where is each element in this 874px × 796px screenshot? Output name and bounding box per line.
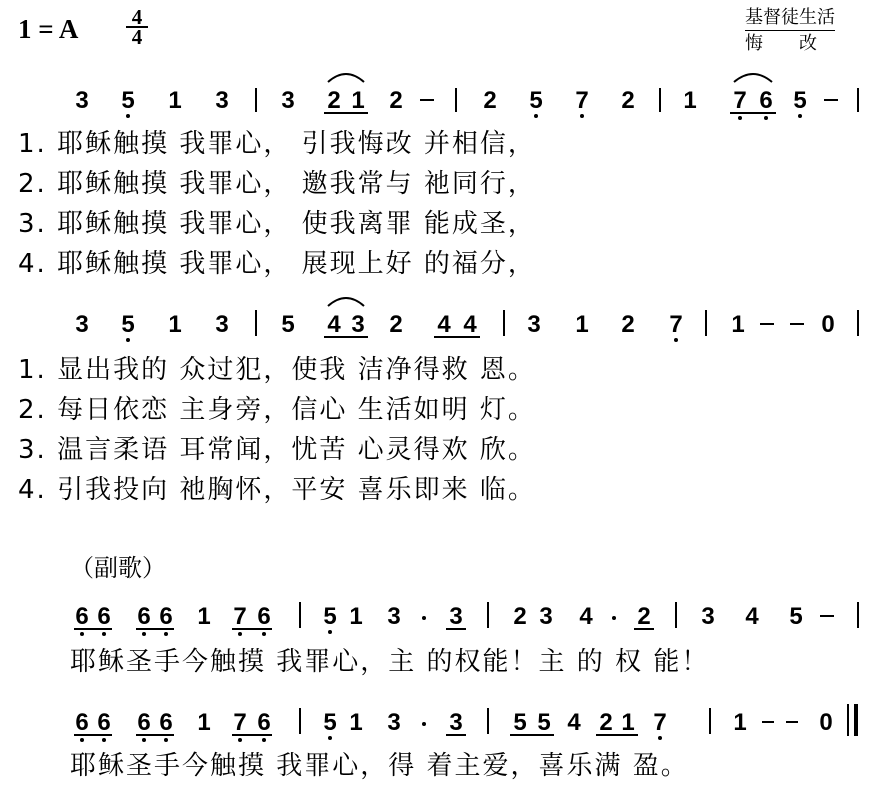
svg-text:1: 1 [575,311,589,338]
svg-text:0: 0 [821,311,835,338]
svg-text:6: 6 [159,603,173,630]
svg-text:5: 5 [281,311,295,338]
source-credit: 基督徒生活 [745,6,835,31]
svg-text:1: 1 [621,709,635,736]
svg-text:4: 4 [579,603,593,630]
svg-text:6: 6 [137,709,151,736]
verse-row1-staff [0,60,874,120]
svg-text:6: 6 [257,603,271,630]
svg-text:1: 1 [197,603,211,630]
verse-4-line-a: 4. 耶稣触摸 我罪心， 展现上好 的福分， [18,249,536,279]
time-signature [126,5,148,49]
svg-text:0: 0 [819,709,833,736]
svg-text:3: 3 [215,311,229,338]
svg-text:3: 3 [701,603,715,630]
svg-text:5: 5 [789,603,803,630]
svg-text:7: 7 [669,311,683,338]
svg-text:6: 6 [75,709,89,736]
svg-text:5: 5 [537,709,551,736]
svg-text:2: 2 [389,87,403,114]
verse-2-line-a: 2. 耶稣触摸 我罪心， 邀我常与 祂同行， [18,169,536,199]
svg-text:6: 6 [159,709,173,736]
svg-text:5: 5 [323,709,337,736]
svg-text:3: 3 [527,311,541,338]
svg-text:2: 2 [327,87,341,114]
svg-text:3: 3 [449,709,463,736]
svg-text:3: 3 [387,603,401,630]
svg-text:7: 7 [653,709,667,736]
chorus-row2-staff [0,696,874,748]
svg-text:2: 2 [483,87,497,114]
svg-text:6: 6 [75,603,89,630]
svg-text:2: 2 [637,603,651,630]
svg-text:6: 6 [257,709,271,736]
svg-text:6: 6 [137,603,151,630]
verse-row2-staff [0,290,874,350]
svg-text:1: 1 [168,87,182,114]
svg-text:5: 5 [121,311,135,338]
svg-text:1: 1 [197,709,211,736]
svg-text:7: 7 [575,87,589,114]
verse-3-line-b: 3. 温言柔语 耳常闻，忧苦 心灵得欢 欣。 [18,435,536,465]
svg-text:4: 4 [463,311,477,338]
svg-text:3: 3 [75,311,89,338]
svg-text:5: 5 [513,709,527,736]
verse-row2-lyrics [18,350,536,510]
adapted-credit: 悔 改 [745,33,817,54]
svg-text:1: 1 [731,311,745,338]
svg-text:6: 6 [759,87,773,114]
svg-text:2: 2 [389,311,403,338]
key-signature: 1 = A [18,14,79,44]
svg-text:4: 4 [745,603,759,630]
svg-text:7: 7 [733,87,747,114]
svg-text:2: 2 [513,603,527,630]
svg-text:1: 1 [733,709,747,736]
svg-text:3: 3 [351,311,365,338]
svg-text:7: 7 [233,603,247,630]
svg-text:6: 6 [97,709,111,736]
svg-text:2: 2 [621,311,635,338]
time-signature-top: 4 [131,5,143,29]
svg-text:1: 1 [168,311,182,338]
svg-text:4: 4 [567,709,581,736]
time-signature-bottom: 4 [126,26,148,46]
svg-text:4: 4 [437,311,451,338]
verse-3-line-a: 3. 耶稣触摸 我罪心， 使我离罪 能成圣， [18,209,536,239]
svg-text:3: 3 [449,603,463,630]
svg-text:3: 3 [75,87,89,114]
chorus-line-1: 耶稣圣手今触摸 我罪心，主 的权能！主 的 权 能！ [70,647,710,677]
verse-1-line-b: 1. 显出我的 众过犯，使我 洁净得救 恩。 [18,355,536,385]
verse-row1-lyrics [18,124,536,284]
verse-4-line-b: 4. 引我投向 祂胸怀，平安 喜乐即来 临。 [18,475,536,505]
svg-text:3: 3 [215,87,229,114]
svg-text:5: 5 [793,87,807,114]
svg-text:1: 1 [351,87,365,114]
verse-2-line-b: 2. 每日依恋 主身旁，信心 生活如明 灯。 [18,395,536,425]
chorus-label: （副歌） [70,554,166,582]
svg-text:5: 5 [121,87,135,114]
svg-text:2: 2 [621,87,635,114]
svg-text:5: 5 [323,603,337,630]
chorus-line-2: 耶稣圣手今触摸 我罪心，得 着主爱，喜乐满 盈。 [70,751,689,781]
svg-text:6: 6 [97,603,111,630]
svg-text:3: 3 [539,603,553,630]
chorus-row1-staff [0,590,874,642]
svg-text:5: 5 [529,87,543,114]
verse-1-line-a: 1. 耶稣触摸 我罪心， 引我悔改 并相信， [18,129,536,159]
svg-text:1: 1 [349,709,363,736]
svg-text:1: 1 [683,87,697,114]
svg-text:1: 1 [349,603,363,630]
svg-text:3: 3 [387,709,401,736]
svg-text:7: 7 [233,709,247,736]
svg-text:3: 3 [281,87,295,114]
svg-text:4: 4 [327,311,341,338]
svg-text:2: 2 [599,709,613,736]
